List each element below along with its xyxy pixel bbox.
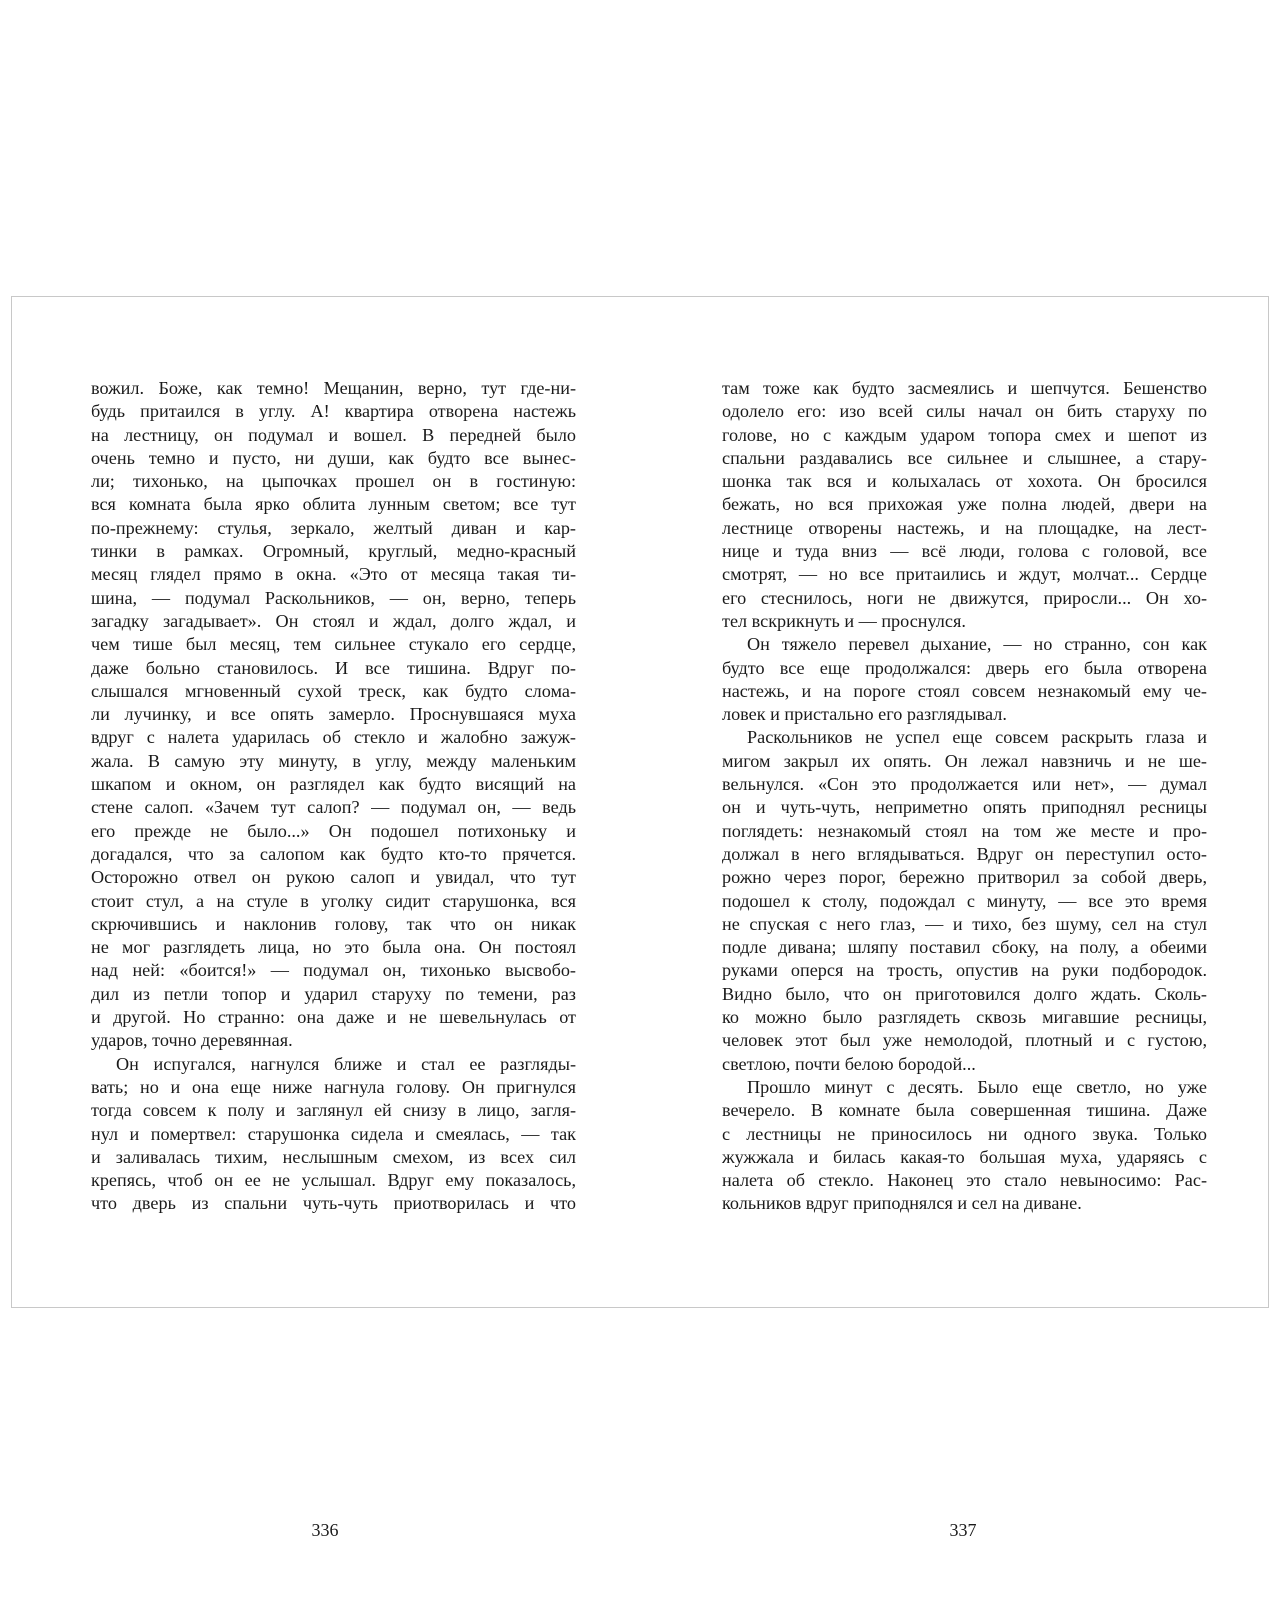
text-line: человек этот был уже немолодой, плотный и с густою,	[722, 1030, 1207, 1051]
text-line: его стеснилось, ноги не движутся, приросли... Он хо-	[722, 587, 1207, 608]
text-line: Видно было, что он приготовился долго ждать. Сколь-	[722, 983, 1207, 1004]
text-line: там тоже как будто засмеялись и шепчутся. Бешенство	[722, 378, 1207, 398]
text-line: тогда совсем к полу и заглянул ей снизу в лицо, загля-	[91, 1100, 576, 1121]
text-line: Осторожно отвел он рукою салоп и увидал, что тут	[91, 867, 576, 888]
text-line: не мог разглядеть лица, но это была она. Он постоял	[91, 937, 576, 958]
paragraph-first-line: Прошло минут с десять. Было еще светло, но уже	[747, 1076, 1207, 1097]
text-line: вожил. Боже, как темно! Мещанин, верно, тут где-ни-	[91, 378, 576, 398]
text-line: одолело его: изо всей силы начал он бить старуху по	[722, 401, 1207, 422]
text-line: чем тише был месяц, тем сильнее стукало его сердце,	[91, 634, 576, 655]
paragraph-first-line: Раскольников не успел еще совсем раскрыть глаза и	[747, 727, 1207, 748]
text-line: слышался мгновенный сухой треск, как будто слома-	[91, 680, 576, 701]
text-line: нул и помертвел: старушонка сидела и смеялась, — так	[91, 1123, 576, 1144]
text-line: бежать, но вся прихожая уже полна людей, двери на	[722, 494, 1207, 515]
text-line: стоит стул, а на стуле в уголку сидит старушонка, вся	[91, 890, 576, 911]
text-line: шина, — подумал Раскольников, — он, верно, теперь	[91, 587, 576, 608]
text-line: поглядеть: незнакомый стоял на том же месте и про-	[722, 820, 1207, 841]
text-line: не спуская с него глаз, — и тихо, без шуму, сел на стул	[722, 913, 1207, 934]
text-line: на лестницу, он подумал и вошел. В передней было	[91, 424, 576, 445]
text-line: лестнице отворены настежь, и на площадке, на лест-	[722, 517, 1207, 538]
paragraph-end-line: ловек и пристально его разглядывал.	[722, 704, 1007, 725]
text-line: тинки в рамках. Огромный, круглый, медно-красный	[91, 541, 576, 562]
text-line: настежь, и на пороге стоял совсем незнакомый ему че-	[722, 680, 1207, 701]
text-line: что дверь из спальни чуть-чуть приотворилась и что	[91, 1193, 576, 1214]
text-line: очень темно и пусто, ни души, как будто все вынес-	[91, 447, 576, 468]
text-line: вечерело. В комнате была совершенная тишина. Даже	[722, 1100, 1207, 1121]
text-line: дил из петли топор и ударил старуху по темени, раз	[91, 983, 576, 1004]
right-page	[722, 377, 1207, 1216]
text-line: подле дивана; шляпу поставил сбоку, на полу, а обеими	[722, 937, 1207, 958]
right-page-number: 337	[949, 1520, 977, 1540]
paragraph-end-line: кольников вдруг приподнялся и сел на диване.	[722, 1193, 1082, 1214]
text-line: вся комната была ярко облита лунным светом; все тут	[91, 494, 576, 515]
text-line: по-прежнему: стулья, зеркало, желтый диван и кар-	[91, 517, 576, 538]
text-line: жужжала и билась какая-то большая муха, ударяясь с	[722, 1146, 1207, 1167]
text-line: крепясь, чтоб он ее не услышал. Вдруг ему показалось,	[91, 1170, 576, 1191]
paragraph-end-line: светлою, почти белою бородой...	[722, 1053, 976, 1074]
text-line: вдруг с налета ударилась об стекло и жалобно зажуж-	[91, 727, 576, 748]
text-line: рожно через порог, бережно притворил за собой дверь,	[722, 867, 1207, 888]
left-page-number: 336	[311, 1520, 339, 1540]
text-line: налета об стекло. Наконец это стало невыносимо: Рас-	[722, 1170, 1207, 1191]
text-line: вать; но и она еще ниже нагнула голову. Он пригнулся	[91, 1076, 576, 1097]
paragraph-end-line: ударов, точно деревянная.	[91, 1030, 293, 1051]
text-line: и другой. Но странно: она даже и не шевельнулась от	[91, 1007, 576, 1028]
text-line: загадку загадывает». Он стоял и ждал, долго ждал, и	[91, 610, 576, 631]
text-line: шонка так вся и колыхалась от хохота. Он бросился	[722, 471, 1207, 492]
left-page	[91, 377, 576, 1216]
text-line: даже больно становилось. И все тишина. Вдруг по-	[91, 657, 576, 678]
text-line: будь притаился в углу. А! квартира отворена настежь	[91, 401, 576, 422]
right-page-text	[722, 377, 1207, 1216]
left-page-text	[91, 377, 576, 1216]
text-line: смотрят, — но все притаились и ждут, молчат... Сердце	[722, 564, 1207, 585]
text-line: его прежде не было...» Он подошел потихоньку и	[91, 820, 576, 841]
text-line: голове, но с каждым ударом топора смех и шепот из	[722, 424, 1207, 445]
text-line: жала. В самую эту минуту, в углу, между маленьким	[91, 750, 576, 771]
text-line: догадался, что за салопом как будто кто-то прячется.	[91, 843, 576, 864]
text-line: и заливалась тихим, неслышным смехом, из всех сил	[91, 1146, 576, 1167]
text-line: скрючившись и наклонив голову, так что он никак	[91, 913, 576, 934]
text-line: месяц глядел прямо в окна. «Это от месяца такая ти-	[91, 564, 576, 585]
text-line: вельнулся. «Сон это продолжается или нет», — думал	[722, 774, 1207, 795]
paragraph-first-line: Он тяжело перевел дыхание, — но странно, сон как	[747, 634, 1207, 655]
text-line: ко можно было разглядеть сквозь мигавшие ресницы,	[722, 1007, 1207, 1028]
text-line: мигом закрыл их опять. Он лежал навзничь и не ше-	[722, 750, 1207, 771]
text-line: ли; тихонько, на цыпочках прошел он в гостиную:	[91, 471, 576, 492]
text-line: спальни раздавались все сильнее и слышнее, а стару-	[722, 447, 1207, 468]
text-line: ли лучинку, и все опять замерло. Проснувшаяся муха	[91, 704, 576, 725]
text-line: над ней: «боится!» — подумал он, тихонько высвобо-	[91, 960, 576, 981]
text-line: он и чуть-чуть, неприметно опять приподнял ресницы	[722, 797, 1207, 818]
paragraph-first-line: Он испугался, нагнулся ближе и стал ее разгляды-	[116, 1053, 576, 1074]
paragraph-end-line: тел вскрикнуть и — проснулся.	[722, 610, 966, 631]
text-line: руками оперся на трость, опустив на руки подбородок.	[722, 960, 1207, 981]
text-line: нице и туда вниз — всё люди, голова с головой, все	[722, 541, 1207, 562]
text-line: будто все еще продолжался: дверь его была отворена	[722, 657, 1207, 678]
text-line: должал в него вглядываться. Вдруг он переступил осто-	[722, 843, 1207, 864]
text-line: шкапом и окном, он разглядел как будто висящий на	[91, 774, 576, 795]
text-line: стене салоп. «Зачем тут салоп? — подумал он, — ведь	[91, 797, 576, 818]
text-line: с лестницы не приносилось ни одного звука. Только	[722, 1123, 1207, 1144]
text-line: подошел к столу, подождал с минуту, — все это время	[722, 890, 1207, 911]
book-spread	[11, 296, 1269, 1540]
